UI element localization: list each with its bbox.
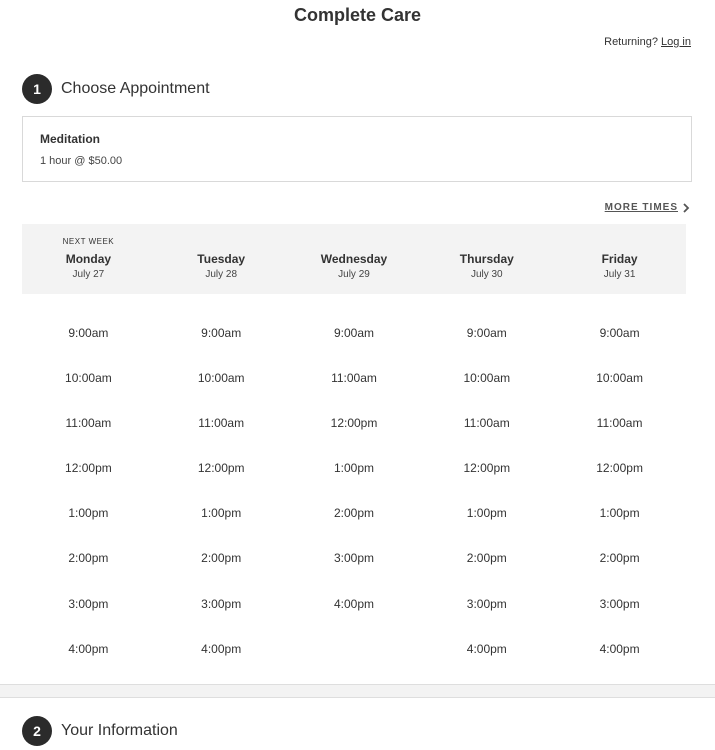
time-slot[interactable]: 11:00am [198, 416, 245, 431]
day-date: July 28 [205, 269, 238, 280]
returning-label: Returning? [604, 36, 658, 48]
time-slot[interactable]: 10:00am [197, 371, 245, 386]
time-slot[interactable]: 10:00am [65, 371, 112, 386]
time-slot[interactable]: 3:00pm [599, 596, 640, 611]
selected-service-card[interactable] [22, 116, 692, 182]
day-header-monday [22, 224, 155, 294]
page-title: Complete Care [293, 5, 422, 25]
time-slot[interactable]: 12:00pm [197, 461, 245, 476]
time-slot[interactable]: 2:00pm [68, 551, 109, 566]
time-slot[interactable]: 12:00pm [330, 416, 378, 431]
day-name: Friday [601, 252, 638, 266]
day-header-wednesday [288, 224, 421, 294]
time-slot[interactable]: 3:00pm [201, 596, 242, 611]
time-slot[interactable]: 10:00am [596, 371, 643, 386]
next-week-label: NEXT WEEK [62, 237, 115, 246]
slot-column-thursday [420, 317, 553, 678]
time-slot[interactable]: 2:00pm [333, 506, 374, 521]
service-name: Meditation [40, 132, 100, 146]
day-name: Tuesday [197, 252, 246, 266]
time-slot[interactable]: 1:00pm [68, 506, 109, 521]
time-slot[interactable]: 3:00pm [68, 596, 109, 611]
time-slot[interactable]: 1:00pm [201, 506, 242, 521]
day-name: Wednesday [320, 252, 388, 266]
time-slot[interactable]: 9:00am [201, 326, 242, 340]
more-times-label: MORE TIMES [604, 202, 678, 213]
day-date: July 29 [338, 269, 370, 280]
time-slot[interactable]: 9:00am [599, 326, 640, 340]
time-slot[interactable]: 3:00pm [466, 596, 507, 611]
calendar-header [22, 224, 686, 294]
slot-column-wednesday [288, 317, 421, 678]
step-title: Choose Appointment [61, 80, 210, 97]
day-header-friday [553, 224, 686, 294]
time-slot[interactable]: 11:00am [596, 416, 643, 431]
chevron-right-icon [681, 203, 691, 213]
section-divider [0, 684, 715, 698]
step-choose-appointment [22, 74, 210, 104]
time-slot[interactable]: 3:00pm [333, 551, 374, 566]
time-slot-grid [22, 317, 686, 678]
step-number-badge: 1 [22, 74, 52, 104]
day-date: July 31 [603, 269, 636, 280]
step-title: Your Information [61, 722, 178, 739]
time-slot[interactable]: 11:00am [331, 371, 377, 386]
time-slot[interactable]: 11:00am [65, 416, 112, 431]
login-link[interactable]: Log in [661, 36, 691, 48]
time-slot[interactable]: 12:00pm [463, 461, 511, 476]
time-slot[interactable]: 11:00am [463, 416, 510, 431]
time-slot[interactable]: 12:00pm [65, 461, 112, 476]
time-slot[interactable]: 4:00pm [68, 641, 109, 656]
time-slot[interactable]: 1:00pm [599, 506, 640, 521]
slot-column-friday [553, 317, 686, 678]
time-slot[interactable]: 1:00pm [466, 506, 507, 521]
day-date: July 30 [470, 269, 503, 280]
returning-prompt [604, 36, 691, 48]
service-detail: 1 hour @ $50.00 [40, 155, 123, 167]
time-slot[interactable]: 4:00pm [201, 641, 242, 656]
more-times-link[interactable] [605, 202, 691, 213]
time-slot[interactable]: 2:00pm [201, 551, 242, 566]
time-slot[interactable]: 10:00am [463, 371, 511, 386]
time-slot[interactable]: 4:00pm [466, 641, 507, 656]
step-number-badge: 2 [22, 716, 52, 746]
day-name: Monday [65, 252, 112, 266]
day-header-tuesday [155, 224, 288, 294]
day-name: Thursday [459, 252, 514, 266]
day-header-thursday [420, 224, 553, 294]
time-slot[interactable]: 4:00pm [333, 596, 374, 611]
time-slot[interactable]: 12:00pm [596, 461, 643, 476]
time-slot[interactable]: 9:00am [466, 326, 507, 340]
day-date: July 27 [72, 269, 105, 280]
time-slot[interactable]: 2:00pm [466, 551, 507, 566]
slot-column-monday [22, 317, 155, 678]
slot-column-tuesday [155, 317, 288, 678]
time-slot[interactable]: 4:00pm [599, 641, 640, 656]
step-your-information [22, 716, 178, 746]
time-slot[interactable]: 1:00pm [333, 461, 374, 476]
time-slot[interactable]: 9:00am [68, 326, 109, 340]
time-slot[interactable]: 2:00pm [599, 551, 640, 566]
time-slot[interactable]: 9:00am [333, 326, 374, 340]
